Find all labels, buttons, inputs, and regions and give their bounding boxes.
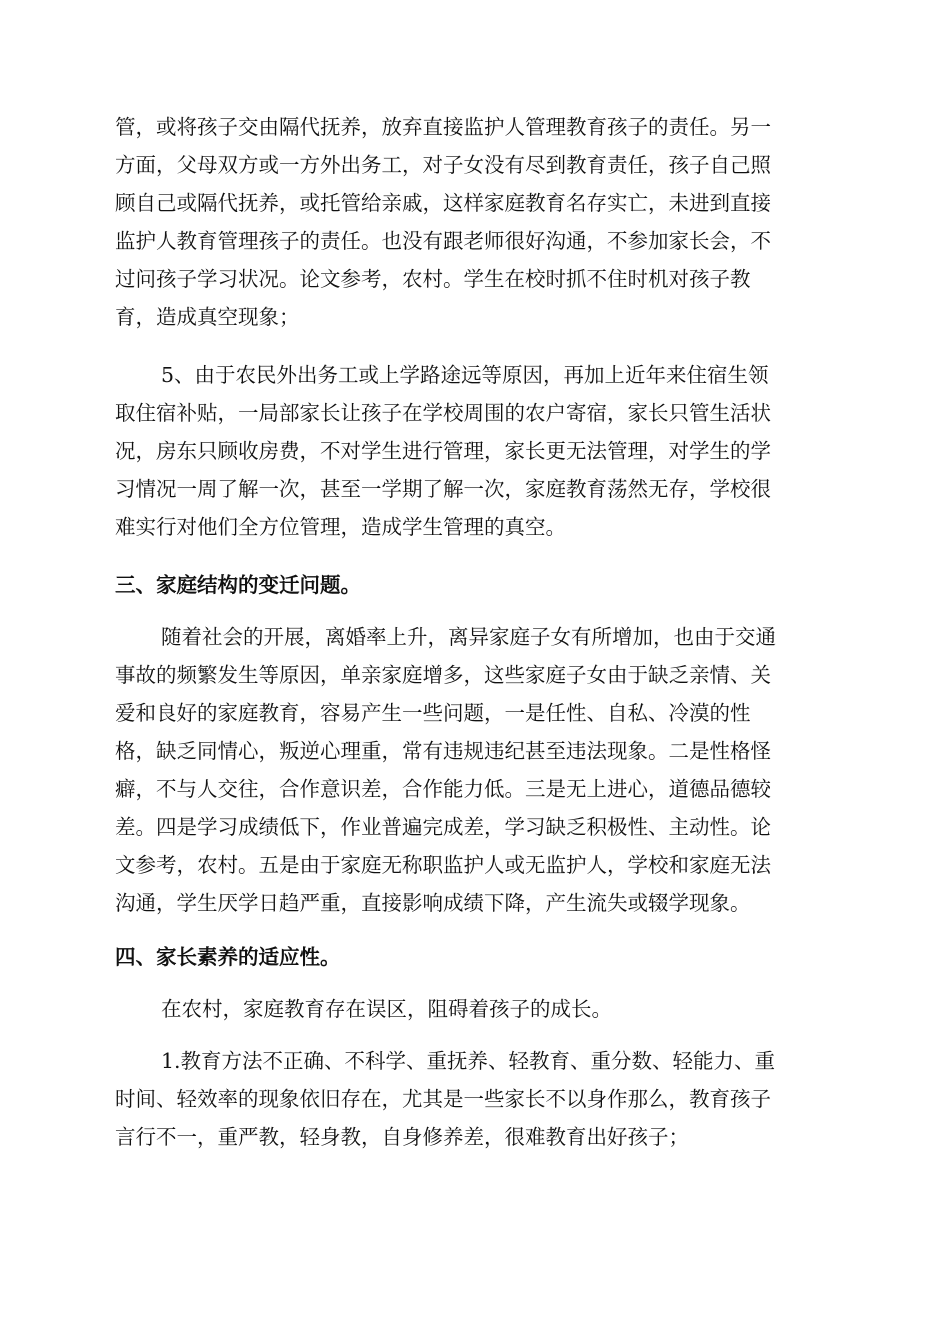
section-heading-4 — [115, 938, 341, 976]
text-line: 随着社会的开展，离婚率上升，离异家庭子女有所增加，也由于交通 — [161, 625, 776, 649]
text-line: 1.教育方法不正确、不科学、重抚养、轻教育、重分数、轻能力、重 — [161, 1049, 776, 1073]
text-line: 难实行对他们全方位管理，造成学生管理的真空。 — [115, 515, 566, 539]
text-line: 在农村，家庭教育存在误区，阻碍着孩子的成长。 — [161, 997, 612, 1021]
text-line: 监护人教育管理孩子的责任。也没有跟老师很好沟通，不参加家长会，不 — [115, 229, 771, 253]
text-line: 文参考，农村。五是由于家庭无称职监护人或无监护人，学校和家庭无法 — [115, 853, 771, 877]
paragraph-1 — [115, 108, 771, 336]
text-line: 育，造成真空现象； — [115, 305, 300, 329]
text-line: 况，房东只顾收房费，不对学生进行管理，家长更无法管理，对学生的学 — [115, 439, 771, 463]
text-line: 过问孩子学习状况。论文参考，农村。学生在校时抓不住时机对孩子教 — [115, 267, 751, 291]
heading-text: 四、家长素养的适应性。 — [115, 945, 341, 969]
text-line: 事故的频繁发生等原因，单亲家庭增多，这些家庭子女由于缺乏亲情、关 — [115, 663, 771, 687]
text-line: 言行不一，重严教，轻身教，自身修养差，很难教育出好孩子； — [115, 1125, 689, 1149]
text-line: 取住宿补贴，一局部家长让孩子在学校周围的农户寄宿，家长只管生活状 — [115, 401, 771, 425]
text-line: 癖，不与人交往，合作意识差，合作能力低。三是无上进心，道德品德较 — [115, 777, 771, 801]
text-line: 习情况一周了解一次，甚至一学期了解一次，家庭教育荡然无存，学校很 — [115, 477, 771, 501]
paragraph-5 — [115, 1042, 775, 1156]
text-line: 沟通，学生厌学日趋严重，直接影响成绩下降，产生流失或辍学现象。 — [115, 891, 751, 915]
text-line: 爱和良好的家庭教育，容易产生一些问题，一是任性、自私、冷漠的性 — [115, 701, 751, 725]
text-line: 方面，父母双方或一方外出务工，对子女没有尽到教育责任，孩子自己照 — [115, 153, 771, 177]
text-line: 顾自己或隔代抚养，或托管给亲戚，这样家庭教育名存实亡，未进到直接 — [115, 191, 771, 215]
text-line: 差。四是学习成绩低下，作业普遍完成差，学习缺乏积极性、主动性。论 — [115, 815, 771, 839]
text-line: 时间、轻效率的现象依旧存在，尤其是一些家长不以身作那么，教育孩子 — [115, 1087, 771, 1111]
paragraph-3 — [115, 618, 776, 922]
text-line: 格，缺乏同情心，叛逆心理重，常有违规违纪甚至违法现象。二是性格怪 — [115, 739, 771, 763]
paragraph-4 — [115, 990, 612, 1028]
text-line: 管，或将孩子交由隔代抚养，放弃直接监护人管理教育孩子的责任。另一 — [115, 115, 771, 139]
paragraph-2 — [115, 356, 771, 546]
text-line: 5、由于农民外出务工或上学路途远等原因，再加上近年来住宿生领 — [161, 363, 769, 387]
heading-text: 三、家庭结构的变迁问题。 — [115, 573, 361, 597]
section-heading-3 — [115, 566, 361, 604]
